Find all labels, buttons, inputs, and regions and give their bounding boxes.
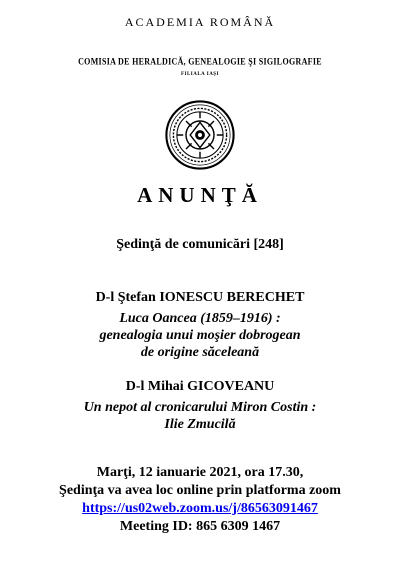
- commission-name: COMISIA DE HERALDICĂ, GENEALOGIE ŞI SIGILOGRAFIE: [78, 56, 322, 67]
- talk-1-title-line: Luca Oancea (1859–1916) :: [119, 311, 281, 326]
- speaker-2: D-l Mihai GICOVEANU: [125, 379, 275, 394]
- event-datetime: Marţi, 12 ianuarie 2021, ora 17.30,: [96, 465, 304, 480]
- session-title: Şedinţă de comunicări [248]: [116, 237, 284, 252]
- online-note: Şedinţa va avea loc online prin platforma zoom: [59, 483, 341, 498]
- branch-name: FILIALA IAŞI: [180, 72, 220, 77]
- announce-title: ANUNŢĂ: [137, 183, 263, 207]
- talk-1-title: [0, 310, 400, 361]
- talk-1-title-line: genealogia unui moşier dobrogean: [99, 328, 301, 343]
- zoom-link[interactable]: https://us02web.zoom.us/j/86563091467: [82, 501, 318, 516]
- speaker-1: D-l Ştefan IONESCU BERECHET: [95, 290, 305, 305]
- event-details: [0, 464, 400, 536]
- talk-2-title: [0, 399, 400, 433]
- academy-name: ACADEMIA ROMÂNĂ: [124, 15, 276, 29]
- talk-2-title-line: Ilie Zmucilă: [164, 417, 236, 432]
- meeting-id: Meeting ID: 865 6309 1467: [119, 519, 281, 534]
- talk-2-title-line: Un nepot al cronicarului Miron Costin :: [83, 400, 317, 415]
- talk-1-title-line: de origine săceleană: [140, 345, 260, 360]
- heraldic-seal-icon: [165, 100, 235, 170]
